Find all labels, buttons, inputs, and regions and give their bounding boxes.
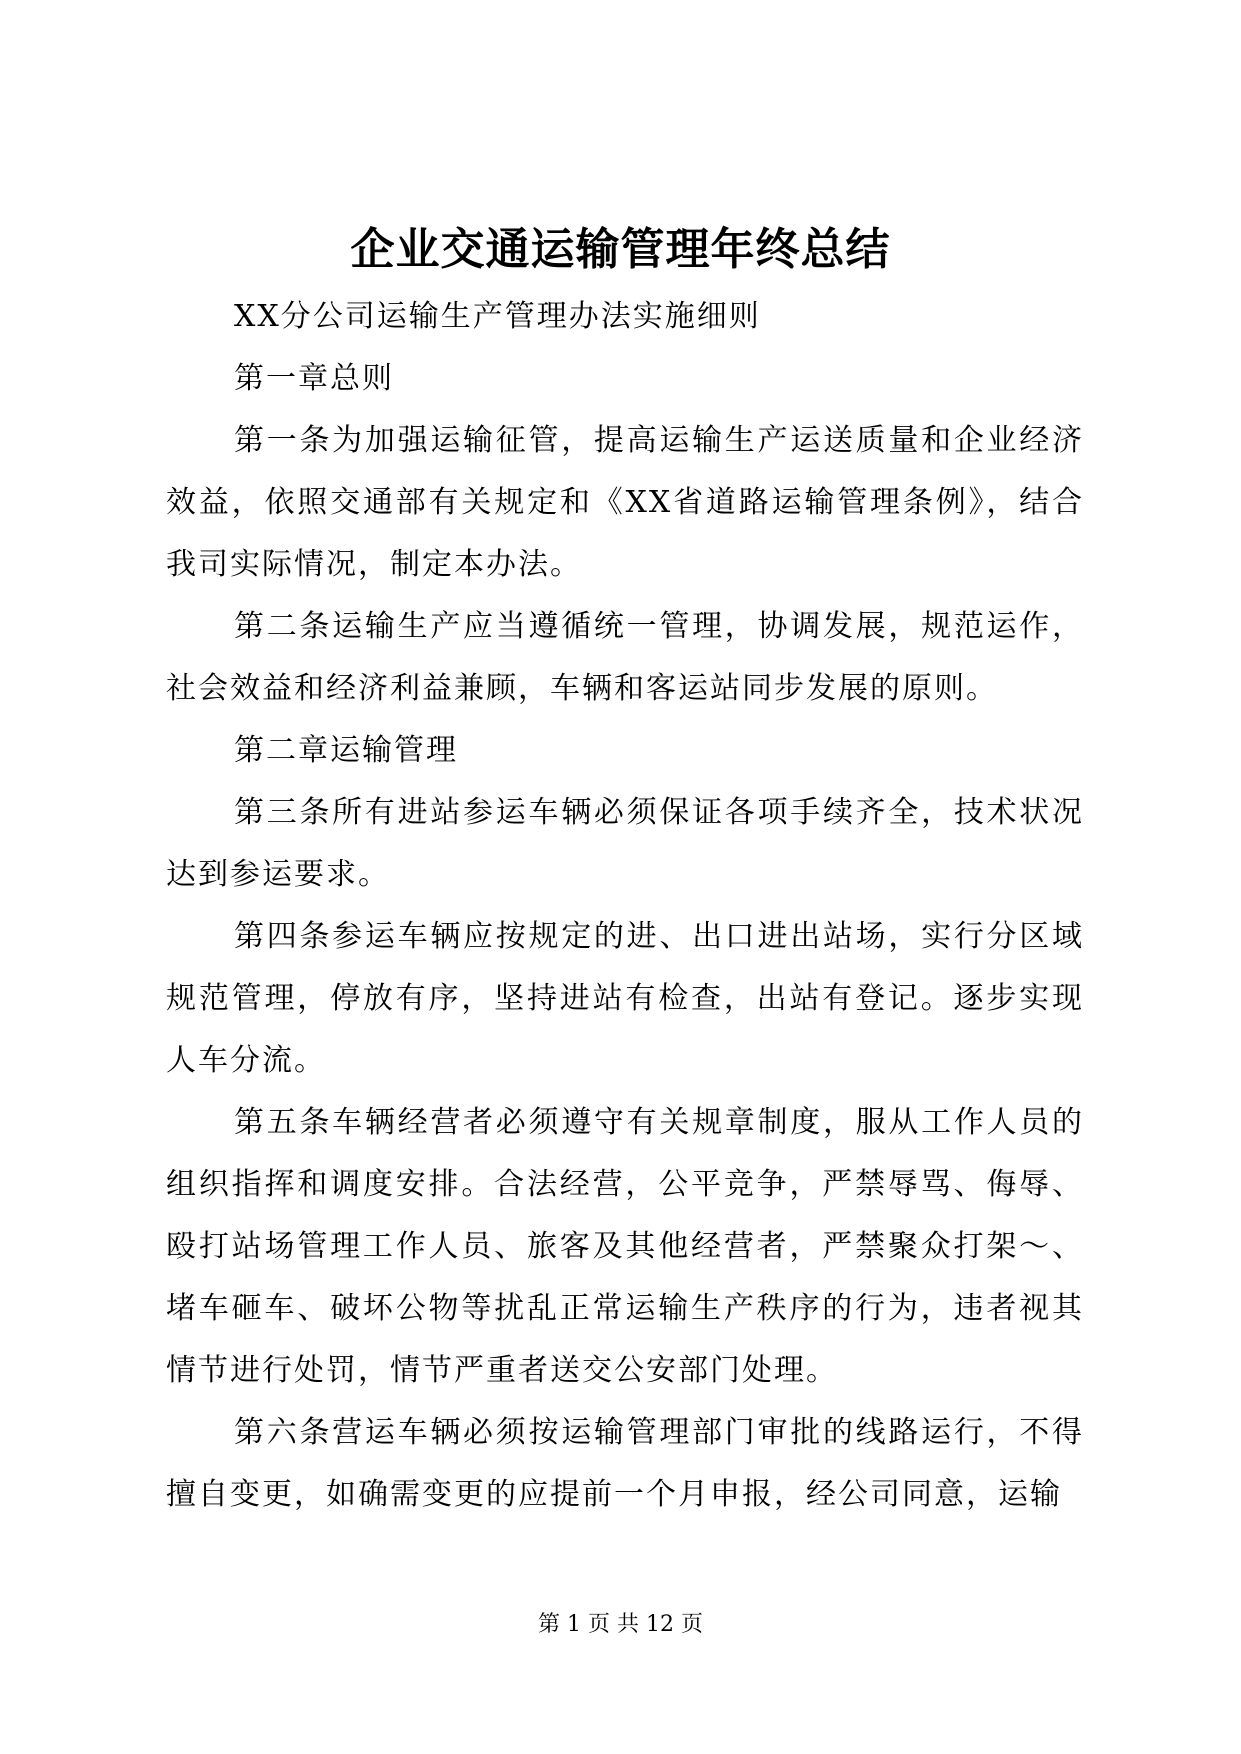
document-body (166, 286, 1084, 1526)
page-footer (0, 1610, 1241, 1640)
paragraph: 第二条运输生产应当遵循统一管理，协调发展，规范运作，社会效益和经济利益兼顾，车辆和客运站同步发展的原则。 (166, 609, 1084, 706)
paragraph: 第三条所有进站参运车辆必须保证各项手续齐全，技术状况达到参运要求。 (166, 795, 1084, 892)
page-number-label: 第 1 页 共 12 页 (538, 1612, 703, 1637)
paragraph: 第六条营运车辆必须按运输管理部门审批的线路运行，不得擅自变更，如确需变更的应提前一个月申报，经公司同意，运输 (166, 1415, 1084, 1512)
paragraph: 第四条参运车辆应按规定的进、出口进出站场，实行分区域规范管理，停放有序，坚持进站有检查，出站有登记。逐步实现人车分流。 (166, 919, 1084, 1078)
paragraph: 第二章运输管理 (234, 733, 458, 768)
paragraph: 第一条为加强运输征管，提高运输生产运送质量和企业经济效益，依照交通部有关规定和《XX省道路运输管理条例》，结合我司实际情况，制定本办法。 (166, 423, 1084, 582)
paragraph: 第一章总则 (234, 361, 394, 396)
paragraph: XX分公司运输生产管理办法实施细则 (234, 299, 761, 334)
document-title: 企业交通运输管理年终总结 (350, 224, 891, 275)
paragraph: 第五条车辆经营者必须遵守有关规章制度，服从工作人员的组织指挥和调度安排。合法经营，公平竞争，严禁辱骂、侮辱、殴打站场管理工作人员、旅客及其他经营者，严禁聚众打架～、堵车砸车、破坏公物等扰乱正常运输生产秩序的行为，违者视其情节进行处罚，情节严重者送交公安部门处理。 (166, 1105, 1084, 1388)
